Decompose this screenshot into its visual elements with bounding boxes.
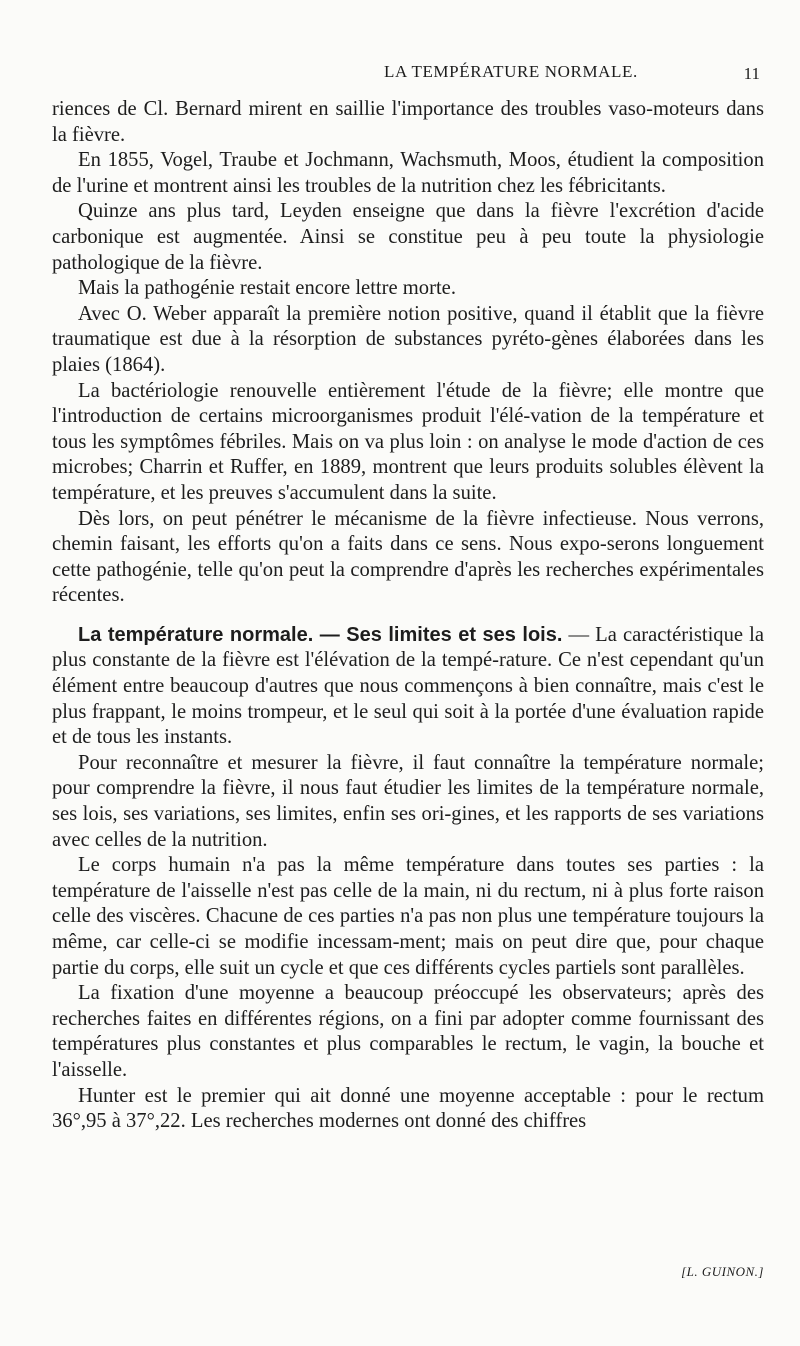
section-paragraph: [52, 623, 764, 751]
signature-mark: [L. GUINON.]: [681, 1264, 764, 1279]
paragraph: Dès lors, on peut pénétrer le mécanisme de la fièvre infectieuse. Nous verrons, chemin faisant, les efforts qu'on a faits dans ce sens. Nous expo-serons longuement cette pathogénie, telle qu'on peut la comprendre d'après les recherches expérimentales récentes.: [52, 507, 764, 607]
paragraph: Le corps humain n'a pas la même température dans toutes ses parties : la température de l'aisselle n'est pas celle de la main, ni du rectum, ni à plus forte raison celle des viscères. Chacune de ces parties n'a pas non plus une température toujours la même, car celle-ci se modifie incessam-ment; mais on peut dire que, pour chaque partie du corps, elle suit un cycle et que ces différents cycles partiels sont parallèles.: [52, 854, 764, 979]
paragraph: Quinze ans plus tard, Leyden enseigne que dans la fièvre l'excrétion d'acide carbonique est augmentée. Ainsi se constitue peu à peu toute la physiologie pathologique de la fièvre.: [52, 200, 764, 274]
paragraph: La fixation d'une moyenne a beaucoup préoccupé les observateurs; après des recherches faites en différentes régions, on a fini par adopter comme fournissant des températures plus constantes et plus comparables le rectum, le vagin, la bouche et l'aisselle.: [52, 982, 764, 1081]
paragraph: Pour reconnaître et mesurer la fièvre, il faut connaître la température normale; pour comprendre la fièvre, il nous faut étudier les limites de la température normale, ses lois, ses variations, ses limites, enfin ses ori-gines, et les rapports de ses variations avec celles de la nutrition.: [52, 751, 764, 851]
paragraph: riences de Cl. Bernard mirent en saillie l'importance des troubles vaso-moteurs dans la fièvre.: [52, 98, 764, 146]
paragraph: Hunter est le premier qui ait donné une moyenne acceptable : pour le rectum 36°,95 à 37°,22. Les recherches modernes ont donné des chiffres: [52, 1084, 764, 1133]
running-head: [52, 62, 764, 88]
paragraph: Avec O. Weber apparaît la première notion positive, quand il établit que la fièvre traumatique est due à la résorption de substances pyréto-gènes élaborées dans les plaies (1864).: [52, 302, 764, 376]
body-text: [52, 97, 764, 1135]
paragraph: Mais la pathogénie restait encore lettre morte.: [78, 277, 456, 300]
section-lead-text: — La caractéristique la plus constante de la fièvre est l'élévation de la tempé-rature. Ce n'est cependant qu'un élément entre beaucoup d'autres que nous commençons à bien connaître, mais c'est le plus frappant, le moins trompeur, et le seul qui soit à la portée d'une évaluation rapide et de tous les instants.: [52, 623, 764, 749]
paragraph: La bactériologie renouvelle entièrement l'étude de la fièvre; elle montre que l'introduction de certains microorganismes produit l'élé-vation de la température et tous les symptômes fébriles. Mais on va plus loin : on analyse le mode d'action de ces microbes; Charrin et Ruffer, en 1889, montrent que leurs produits solubles élèvent la température, et les preuves s'accumulent dans la suite.: [52, 379, 764, 504]
running-title: LA TEMPÉRATURE NORMALE.: [384, 62, 638, 81]
paragraph: En 1855, Vogel, Traube et Jochmann, Wachsmuth, Moos, étudient la composition de l'urine et montrent ainsi les troubles de la nutrition chez les fébricitants.: [52, 149, 764, 197]
book-page: [52, 0, 764, 1346]
section-heading: La température normale. — Ses limites et ses lois.: [78, 623, 563, 646]
page-number: 11: [743, 64, 760, 83]
